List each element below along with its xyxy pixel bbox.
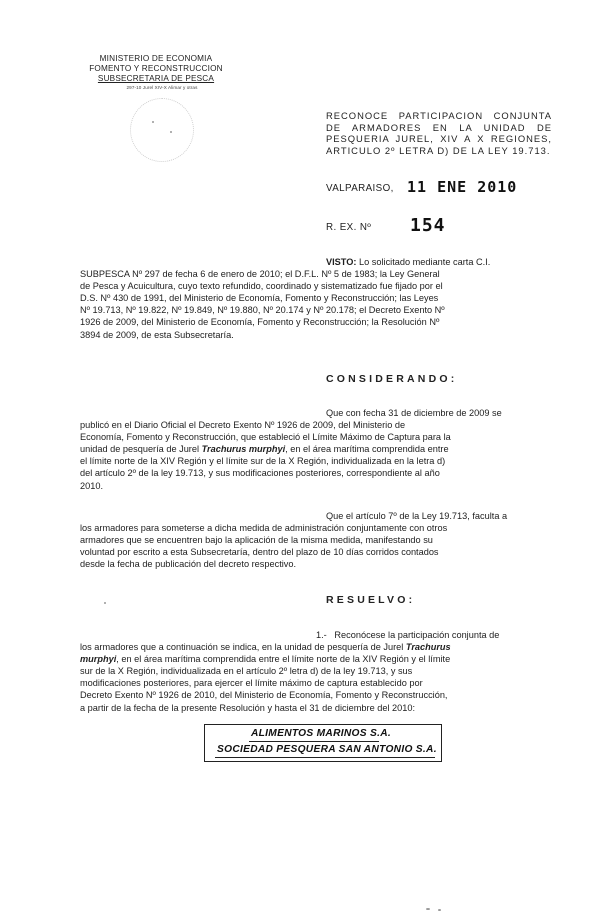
company-name: SOCIEDAD PESQUERA SAN ANTONIO S.A. xyxy=(217,744,437,755)
paragraph-line: modificaciones posteriores, para ejercer el límite máximo de captura establecido por xyxy=(80,678,423,689)
subject-line: RECONOCE PARTICIPACION CONJUNTA xyxy=(326,110,552,121)
subject-line: DE ARMADORES EN LA UNIDAD DE xyxy=(326,121,552,133)
considerando-heading: CONSIDERANDO: xyxy=(326,373,458,385)
visto-line: Nº 19.713, Nº 19.822, Nº 19.849, Nº 19.880, Nº 20.174 y Nº 20.178; el Decreto Exento Nº xyxy=(80,305,445,316)
text-run: unidad de pesquería de Jurel xyxy=(80,444,202,455)
scan-speck xyxy=(426,908,430,910)
species-name: murphyi xyxy=(80,654,117,665)
paragraph-line: desde la fecha de publicación del decreto respectivo. xyxy=(80,559,297,570)
underline xyxy=(249,741,379,742)
scan-speck xyxy=(104,602,106,604)
paragraph-line xyxy=(80,641,552,653)
resolution-subject xyxy=(326,110,552,156)
companies-box xyxy=(204,724,442,762)
item-number: 1.- xyxy=(316,630,327,640)
text-run: los armadores que a continuación se indica, en la unidad de pesquería de Jurel xyxy=(80,642,406,653)
visto-line: D.S. Nº 430 de 1991, del Ministerio de Economía, Fomento y Reconstrucción; las Leyes xyxy=(80,293,439,304)
underline xyxy=(215,757,435,758)
visto-line: SUBPESCA Nº 297 de fecha 6 de enero de 2010; el D.F.L. Nº 5 de 1983; la Ley General xyxy=(80,269,440,280)
resuelvo-item-1 xyxy=(80,629,552,714)
paragraph-line: los armadores para someterse a dicha medida de administración conjuntamente con otros xyxy=(80,523,448,534)
subject-line: PESQUERIA JUREL, XIV A X REGIONES, xyxy=(326,133,552,144)
species-name: Trachurus xyxy=(405,642,451,653)
text-run: , en el área marítima comprendida entre el límite norte de la XIV Región y el límite xyxy=(116,654,451,665)
paragraph-line: sur de la X Región, individualizada en el artículo 2º letra d) de la ley 19.713, y sus xyxy=(80,666,413,677)
paragraph-line: 2010. xyxy=(80,480,103,491)
considerando-paragraph-2 xyxy=(80,510,552,570)
resuelvo-heading: RESUELVO: xyxy=(326,594,416,606)
seal-speck xyxy=(152,121,154,123)
paragraph-line: el límite norte de la XIV Región y el límite sur de la X Región, individualizada en la letra d) xyxy=(80,456,446,467)
seal-speck xyxy=(170,131,172,133)
resolution-number: 154 xyxy=(410,215,446,236)
letterhead xyxy=(82,54,230,84)
undersecretariat-name: SUBSECRETARIA DE PESCA xyxy=(97,74,215,83)
paragraph-line: del artículo 2º de la ley 19.713, y sus modificaciones posteriores, correspondiente al año xyxy=(80,468,440,479)
paragraph-line xyxy=(80,653,552,665)
species-name: Trachurus murphyi xyxy=(201,444,286,455)
place: VALPARAISO, xyxy=(326,183,394,194)
visto-line: Lo solicitado mediante carta C.I. xyxy=(359,257,491,267)
company-name: ALIMENTOS MARINOS S.A. xyxy=(251,728,391,739)
scan-speck xyxy=(438,909,441,911)
file-reference: 297-10 Jurel XIV-X Alimar y otras xyxy=(126,85,198,90)
date-stamp: 11 ENE 2010 xyxy=(407,178,518,196)
visto-heading: VISTO: xyxy=(326,257,357,267)
paragraph-line: publicó en el Diario Oficial el Decreto Exento Nº 1926 de 2009, del Ministerio de xyxy=(80,420,406,431)
considerando-paragraph-1 xyxy=(80,407,552,492)
paragraph-line: Decreto Exento Nº 1926 de 2010, del Ministerio de Economía, Fomento y Reconstrucción, xyxy=(80,690,448,701)
paragraph-line: Que con fecha 31 de diciembre de 2009 se xyxy=(326,408,502,418)
visto-line: 3894 de 2009, de esta Subsecretaría. xyxy=(80,329,234,340)
resolution-label: R. EX. Nº xyxy=(326,222,372,233)
visto-section xyxy=(80,256,552,341)
subject-line: ARTICULO 2º LETRA D) DE LA LEY 19.713. xyxy=(326,144,551,156)
paragraph-line: Que el artículo 7º de la Ley 19.713, faculta a xyxy=(326,511,508,521)
paragraph-line: voluntad por escrito a esta Subsecretaría, dentro del plazo de 10 días corridos contados xyxy=(80,547,439,558)
ministry-name-line2: FOMENTO Y RECONSTRUCCION xyxy=(89,64,223,73)
visto-line: de Pesca y Acuicultura, cuyo texto refundido, coordinado y sistematizado fue fijado por el xyxy=(80,281,443,292)
visto-line: 1926 de 2009, del Ministerio de Economía, Fomento y Reconstrucción; la Resolución Nº xyxy=(80,317,440,328)
text-run: Reconócese la participación conjunta de xyxy=(334,630,500,640)
paragraph-line: armadores que se encuentren bajo la aplicación de la misma medida, manifestando su xyxy=(80,535,433,546)
paragraph-line xyxy=(80,443,552,455)
text-run: , en el área marítima comprendida entre xyxy=(285,444,449,455)
paragraph-line: Economía, Fomento y Reconstrucción, que estableció el Límite Máximo de Captura para la xyxy=(80,432,451,443)
ministry-name: MINISTERIO DE ECONOMIA xyxy=(99,54,213,63)
office-seal xyxy=(130,98,194,162)
paragraph-line: a partir de la fecha de la presente Resolución y hasta el 31 de diciembre del 2010: xyxy=(80,702,416,713)
